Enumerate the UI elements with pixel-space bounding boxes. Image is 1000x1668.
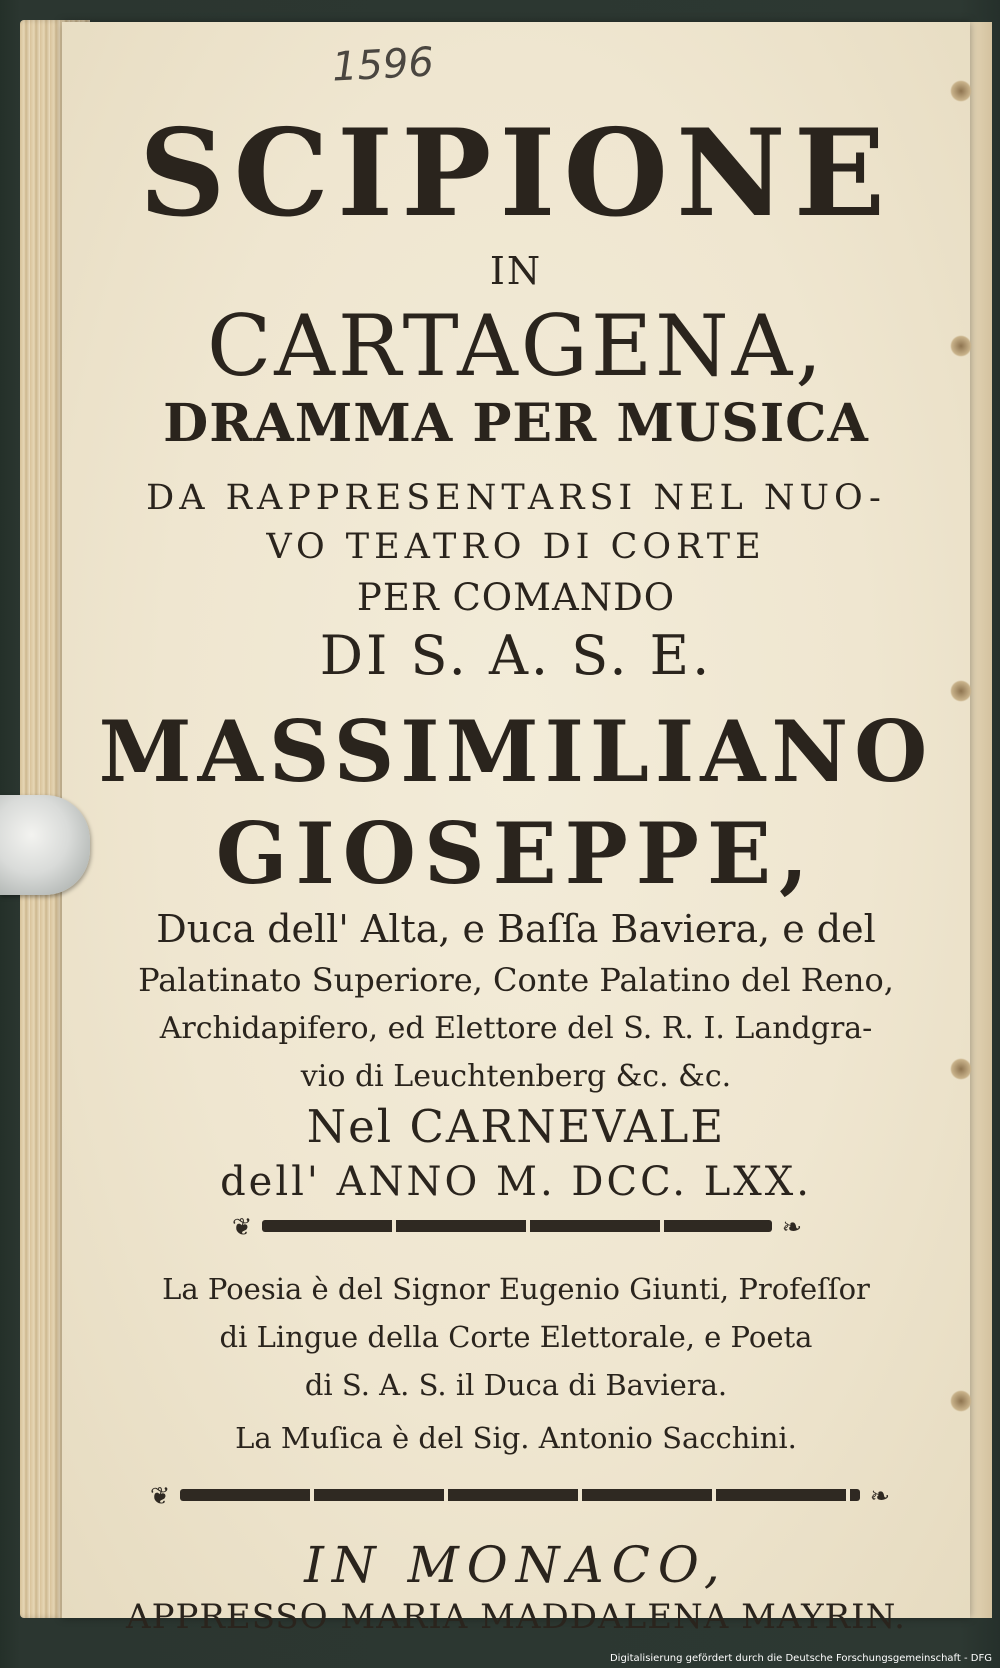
flourish-icon: ❧ [869,1482,890,1510]
titles-line-2: Palatinato Superiore, Conte Palatino del Reno, [138,961,894,999]
ornamental-rule [232,1215,802,1239]
command-line: PER COMANDO [356,576,676,619]
titles-line-3: Archidapifero, ed Elettore del S. R. I. Landgra- [159,1011,873,1046]
title-page-content [62,22,970,1637]
imprint-city: IN MONACO, [304,1536,728,1594]
rule-bar [180,1489,860,1501]
titles-line-4: vio di Leuchtenberg &c. &c. [300,1059,732,1094]
performance-line-1: DA RAPPRESENTARSI NEL NUO- [146,478,886,518]
year-line: dell' ANNO M. DCC. LXX. [220,1159,812,1205]
music-credit: La Muſica è del Sig. Antonio Sacchini. [235,1421,797,1455]
dedicatee-name-line-1: MASSIMILIANO [98,702,934,801]
title-preposition: IN [489,249,543,293]
poetry-credit-line-2: di Lingue della Corte Elettorale, e Poeta [219,1320,813,1354]
titles-line-1: Duca dell' Alta, e Baſſa Baviera, e del [156,907,876,951]
honorific-line: DI S. A. S. E. [319,624,713,687]
season-line: Nel CARNEVALE [306,1100,726,1153]
flourish-icon: ❦ [232,1213,253,1241]
imprint-printer: APPRESSO MARIA MADDALENA MAYRIN. [126,1597,906,1637]
performance-line-2: VO TEATRO DI CORTE [266,527,766,567]
flourish-icon: ❧ [781,1213,802,1241]
digitization-credit: Digitalisierung gefördert durch die Deutsche Forschungsgemeinschaft - DFG [609,1653,992,1664]
rule-bar [262,1220,772,1232]
poetry-credit-line-1: La Poesia è del Signor Eugenio Giunti, Profeſſor [162,1272,870,1306]
genre-line: DRAMMA PER MUSICA [163,393,869,454]
dedicatee-name-line-2: GIOSEPPE, [215,804,817,903]
ornamental-rule [150,1484,890,1508]
poetry-credit-line-3: di S. A. S. il Duca di Baviera. [304,1368,728,1402]
title-place: CARTAGENA, [206,297,826,395]
work-title: SCIPIONE [138,103,894,244]
flourish-icon: ❦ [150,1482,171,1510]
handwritten-shelf-number: 1596 [330,39,435,91]
